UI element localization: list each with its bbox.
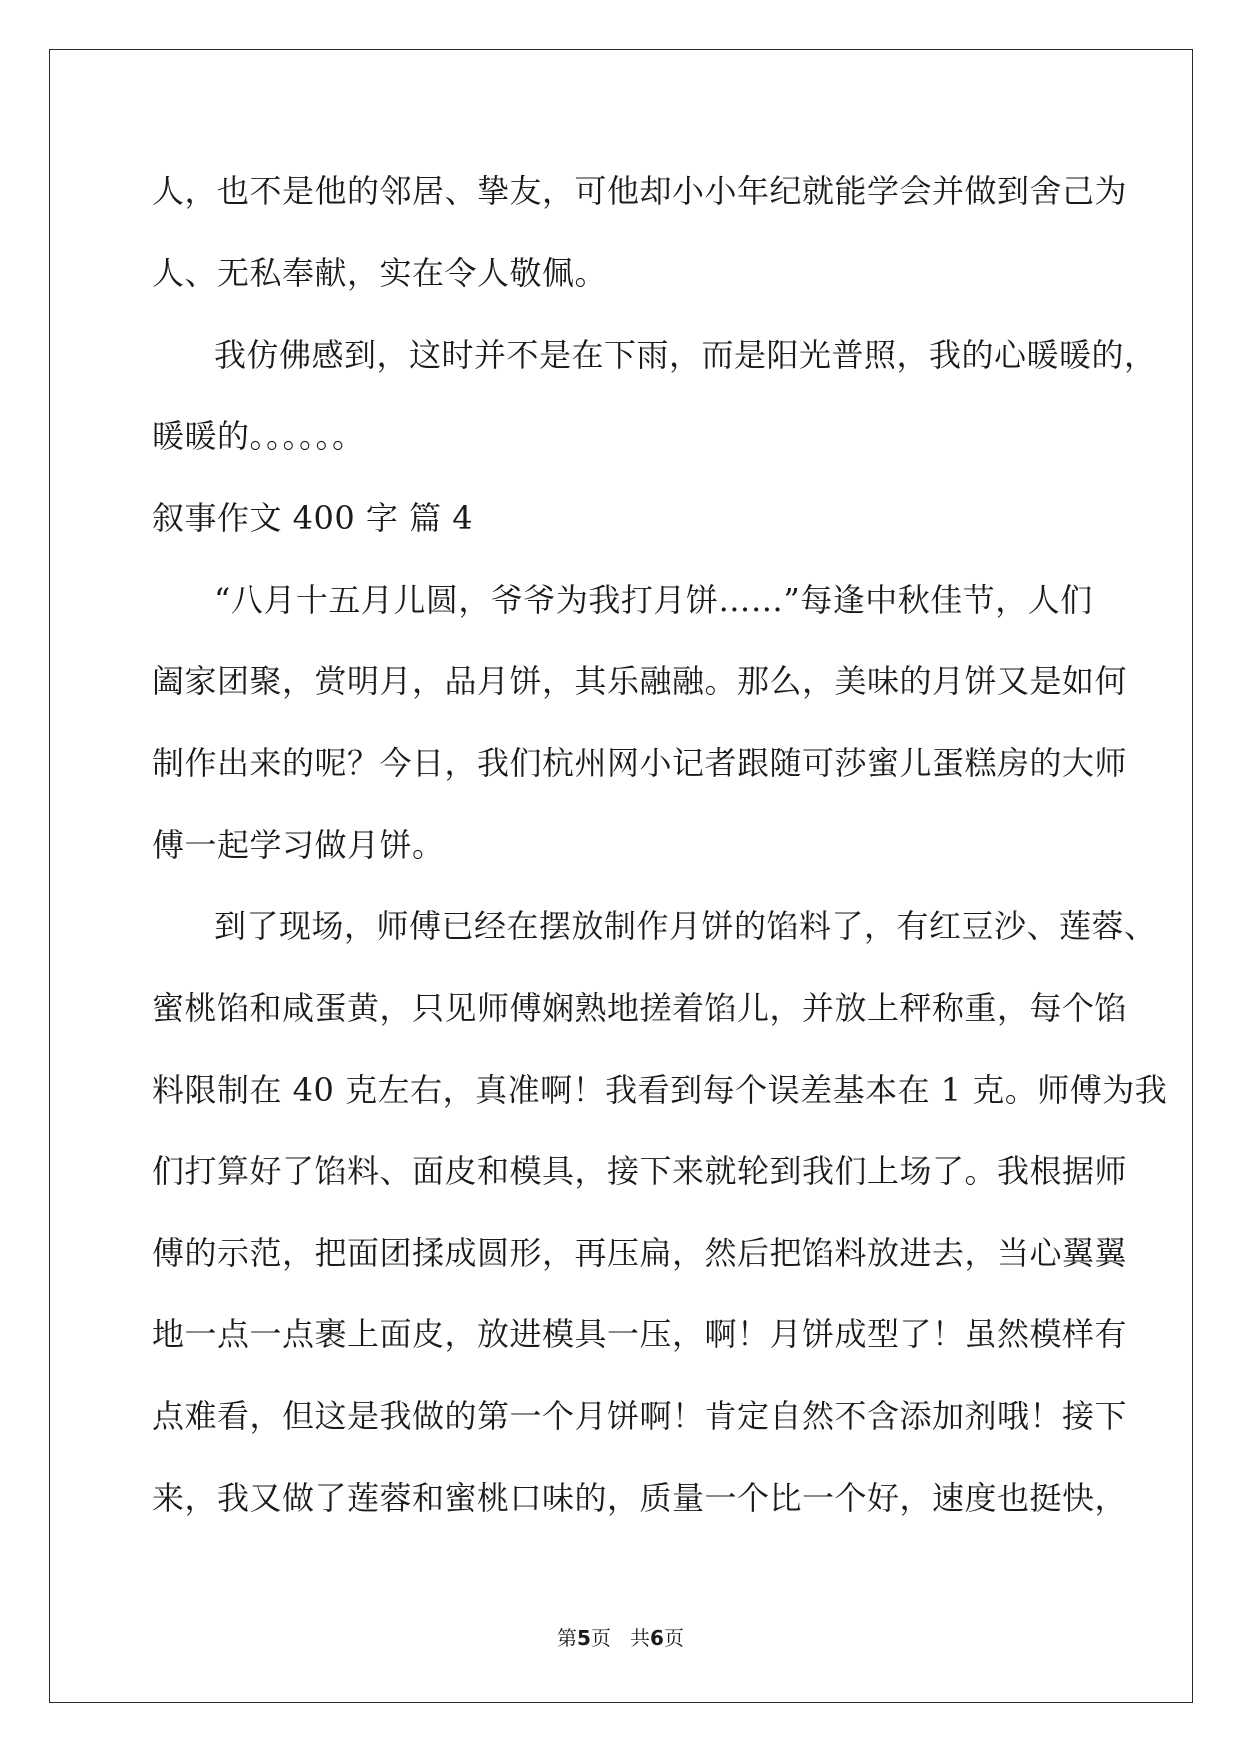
- total-pages-number: 6: [650, 1626, 664, 1650]
- body-text-line: 们打算好了馅料、面皮和模具，接下来就轮到我们上场了。我根据师: [152, 1152, 1128, 1190]
- current-page-number: 5: [577, 1626, 591, 1650]
- footer-middle: 页 共: [590, 1626, 651, 1650]
- page-footer: [0, 1625, 1241, 1651]
- footer-prefix: 第: [557, 1626, 578, 1650]
- body-text-line: 来，我又做了莲蓉和蜜桃口味的，质量一个比一个好，速度也挺快，: [152, 1479, 1128, 1517]
- body-text-line: 制作出来的呢？今日，我们杭州网小记者跟随可莎蜜儿蛋糕房的大师: [152, 744, 1128, 782]
- body-text-line: 料限制在 40 克左右，真准啊！我看到每个误差基本在 1 克。师傅为我: [152, 1071, 1168, 1109]
- section-heading: 叙事作文 400 字 篇 4: [152, 499, 474, 537]
- body-text-line: 傅的示范，把面团揉成圆形，再压扁，然后把馅料放进去，当心翼翼: [152, 1234, 1128, 1272]
- paragraph-first-line: 我仿佛感到，这时并不是在下雨，而是阳光普照，我的心暖暖的，: [214, 336, 1157, 374]
- paragraph-first-line: 到了现场，师傅已经在摆放制作月饼的馅料了，有红豆沙、莲蓉、: [214, 907, 1157, 945]
- paragraph-first-line: “八月十五月儿圆，爷爷为我打月饼……”每逢中秋佳节，人们: [214, 581, 1093, 619]
- body-text-line: 蜜桃馅和咸蛋黄，只见师傅娴熟地搓着馅儿，并放上秤称重，每个馅: [152, 989, 1128, 1027]
- body-text-line: 人、无私奉献，实在令人敬佩。: [152, 254, 608, 292]
- footer-suffix: 页: [663, 1626, 684, 1650]
- body-text-line: 阖家团聚，赏明月，品月饼，其乐融融。那么，美味的月饼又是如何: [152, 662, 1128, 700]
- body-text-line: 地一点一点裹上面皮，放进模具一压，啊！月饼成型了！虽然模样有: [152, 1315, 1128, 1353]
- page-border: [49, 49, 1193, 1703]
- body-text-line: 人，也不是他的邻居、挚友，可他却小小年纪就能学会并做到舍己为: [152, 172, 1128, 210]
- body-text-line: 暖暖的。。。。。。: [152, 417, 365, 455]
- body-text-line: 傅一起学习做月饼。: [152, 826, 445, 864]
- body-text-line: 点难看，但这是我做的第一个月饼啊！肯定自然不含添加剂哦！接下: [152, 1397, 1128, 1435]
